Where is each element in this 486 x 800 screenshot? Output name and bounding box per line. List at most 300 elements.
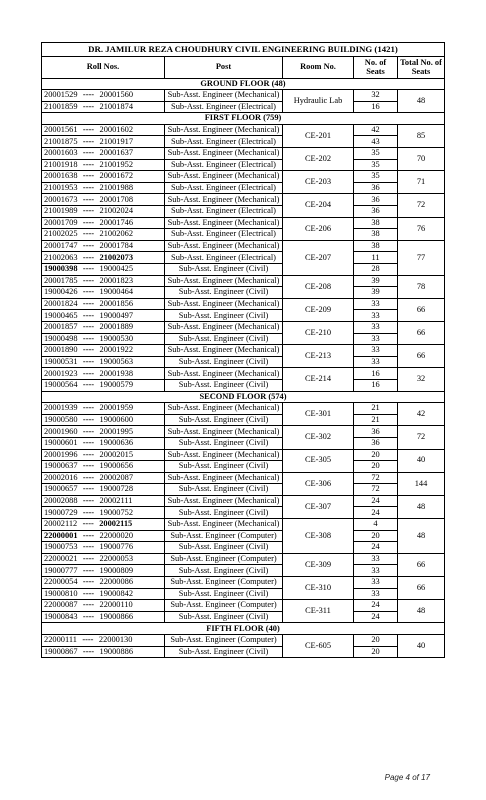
roll-from: 19000729 xyxy=(44,507,78,517)
post-cell: Sub-Asst. Engineer (Electrical) xyxy=(165,252,283,264)
post-cell: Sub-Asst. Engineer (Computer) xyxy=(165,600,283,612)
range-separator: ---- xyxy=(82,461,95,471)
roll-from: 20001939 xyxy=(44,403,78,413)
roll-from: 20002112 xyxy=(44,519,78,529)
range-separator: ---- xyxy=(82,206,95,216)
roll-to: 19000752 xyxy=(99,507,133,517)
roll-from: 20001603 xyxy=(44,148,78,158)
table-row xyxy=(42,321,445,333)
roll-to: 22000110 xyxy=(99,600,133,610)
roll-from: 21001875 xyxy=(44,136,78,146)
roll-to: 22000020 xyxy=(99,530,133,540)
room-cell: CE-307 xyxy=(283,495,354,518)
seats-cell: 38 xyxy=(354,240,398,252)
roll-from: 21002025 xyxy=(44,229,78,239)
seats-cell: 20 xyxy=(354,646,398,658)
total-seats-cell: 40 xyxy=(398,635,445,658)
range-separator: ---- xyxy=(82,159,95,169)
post-cell: Sub-Asst. Engineer (Civil) xyxy=(165,333,283,345)
range-separator: ---- xyxy=(82,183,95,193)
roll-range xyxy=(42,194,165,206)
range-separator: ---- xyxy=(82,229,95,239)
roll-range xyxy=(42,611,165,623)
roll-from: 20001673 xyxy=(44,194,78,204)
roll-to: 20001823 xyxy=(99,275,133,285)
roll-from: 20001996 xyxy=(44,449,78,459)
seats-cell: 32 xyxy=(354,90,398,102)
total-seats-cell: 144 xyxy=(398,472,445,495)
total-seats-cell: 48 xyxy=(398,600,445,623)
room-cell: CE-204 xyxy=(283,194,354,217)
room-cell: CE-202 xyxy=(283,148,354,171)
roll-to: 20001784 xyxy=(99,241,133,250)
range-separator: ---- xyxy=(82,554,95,564)
table-row xyxy=(42,542,445,554)
roll-range xyxy=(42,519,165,531)
roll-to: 20001856 xyxy=(99,298,133,308)
roll-range xyxy=(42,635,165,647)
range-separator: ---- xyxy=(82,298,95,308)
seats-cell: 33 xyxy=(354,333,398,345)
roll-to: 21001988 xyxy=(99,183,133,193)
roll-from: 19000465 xyxy=(44,310,78,320)
range-separator: ---- xyxy=(82,380,95,390)
floor-heading: FIRST FLOOR (759) xyxy=(42,113,445,125)
roll-to: 19000497 xyxy=(99,310,133,320)
roll-to: 20001708 xyxy=(99,194,133,204)
post-cell: Sub-Asst. Engineer (Civil) xyxy=(165,379,283,391)
room-cell: CE-203 xyxy=(283,171,354,194)
roll-range xyxy=(42,553,165,565)
roll-from: 19000426 xyxy=(44,287,78,297)
roll-from: 20001857 xyxy=(44,322,78,332)
roll-range xyxy=(42,414,165,426)
roll-to: 20001746 xyxy=(99,217,133,227)
table-row xyxy=(42,356,445,368)
seats-cell: 43 xyxy=(354,136,398,148)
table-row xyxy=(42,414,445,426)
table-row xyxy=(42,565,445,577)
post-cell: Sub-Asst. Engineer (Civil) xyxy=(165,611,283,623)
range-separator: ---- xyxy=(82,565,95,575)
total-seats-cell: 40 xyxy=(398,449,445,472)
seats-cell: 72 xyxy=(354,484,398,496)
table-row xyxy=(42,159,445,171)
seats-cell: 33 xyxy=(354,565,398,577)
roll-to: 20001602 xyxy=(99,125,133,135)
seats-cell: 35 xyxy=(354,148,398,160)
floor-row xyxy=(42,623,445,635)
range-separator: ---- xyxy=(82,403,95,413)
seats-cell: 21 xyxy=(354,414,398,426)
roll-range xyxy=(42,252,165,264)
table-row xyxy=(42,217,445,229)
roll-to: 20001889 xyxy=(99,322,133,332)
seats-cell: 16 xyxy=(354,379,398,391)
seats-cell: 24 xyxy=(354,542,398,554)
table-row xyxy=(42,206,445,218)
seats-cell: 36 xyxy=(354,437,398,449)
room-cell: CE-302 xyxy=(283,426,354,449)
post-cell: Sub-Asst. Engineer (Electrical) xyxy=(165,206,283,218)
roll-range xyxy=(42,90,165,102)
room-cell: CE-301 xyxy=(283,403,354,426)
roll-range xyxy=(42,124,165,136)
roll-to: 20001672 xyxy=(99,171,133,181)
table-row xyxy=(42,507,445,519)
table-row xyxy=(42,194,445,206)
seats-cell: 33 xyxy=(354,310,398,322)
seats-cell: 28 xyxy=(354,264,398,276)
roll-from: 22000001 xyxy=(44,530,78,540)
roll-range xyxy=(42,217,165,229)
room-cell: CE-213 xyxy=(283,345,354,368)
post-cell: Sub-Asst. Engineer (Civil) xyxy=(165,414,283,426)
roll-from: 19000777 xyxy=(44,565,78,575)
post-cell: Sub-Asst. Engineer (Civil) xyxy=(165,588,283,600)
roll-range xyxy=(42,426,165,438)
roll-range xyxy=(42,565,165,577)
roll-range xyxy=(42,287,165,299)
range-separator: ---- xyxy=(82,136,95,146)
range-separator: ---- xyxy=(82,148,95,158)
post-cell: Sub-Asst. Engineer (Mechanical) xyxy=(165,194,283,206)
post-cell: Sub-Asst. Engineer (Computer) xyxy=(165,577,283,589)
range-separator: ---- xyxy=(82,356,95,366)
total-seats-cell: 42 xyxy=(398,403,445,426)
roll-from: 22000087 xyxy=(44,600,78,610)
roll-to: 20002087 xyxy=(99,472,133,482)
room-cell: CE-214 xyxy=(283,368,354,391)
roll-range xyxy=(42,171,165,183)
table-row xyxy=(42,182,445,194)
roll-to: 22000130 xyxy=(98,635,133,645)
roll-to: 19000656 xyxy=(99,461,133,471)
table-row xyxy=(42,333,445,345)
range-separator: ---- xyxy=(82,496,95,506)
roll-from: 22000054 xyxy=(44,577,78,587)
roll-from: 20001709 xyxy=(44,217,78,227)
range-separator: ---- xyxy=(82,252,95,262)
post-cell: Sub-Asst. Engineer (Computer) xyxy=(165,553,283,565)
post-cell: Sub-Asst. Engineer (Mechanical) xyxy=(165,240,283,252)
room-cell: CE-605 xyxy=(283,635,354,658)
room-cell: CE-310 xyxy=(283,577,354,600)
range-separator: ---- xyxy=(82,646,95,656)
seats-cell: 38 xyxy=(354,229,398,241)
post-cell: Sub-Asst. Engineer (Civil) xyxy=(165,507,283,519)
roll-to: 19000866 xyxy=(99,612,133,621)
table-row xyxy=(42,368,445,380)
seat-plan-body xyxy=(42,78,445,658)
roll-to: 19000425 xyxy=(99,264,133,274)
roll-from: 20001529 xyxy=(44,90,78,100)
room-cell: CE-210 xyxy=(283,321,354,344)
total-seats-cell: 77 xyxy=(398,240,445,275)
range-separator: ---- xyxy=(82,241,95,250)
roll-range xyxy=(42,310,165,322)
roll-to: 20001959 xyxy=(99,403,133,413)
seats-header: No. of Seats xyxy=(354,56,398,78)
floor-row xyxy=(42,78,445,90)
range-separator: ---- xyxy=(82,194,95,204)
roll-to: 21001874 xyxy=(99,101,133,111)
post-cell: Sub-Asst. Engineer (Mechanical) xyxy=(165,321,283,333)
roll-range xyxy=(42,264,165,276)
table-row xyxy=(42,264,445,276)
room-cell: CE-309 xyxy=(283,553,354,576)
roll-from: 20001923 xyxy=(44,368,78,378)
roll-to: 20002115 xyxy=(99,519,133,529)
roll-to: 20001995 xyxy=(99,426,133,436)
table-row xyxy=(42,229,445,241)
range-separator: ---- xyxy=(82,322,95,332)
table-row xyxy=(42,345,445,357)
table-row xyxy=(42,101,445,113)
range-separator: ---- xyxy=(82,588,95,598)
total-seats-cell: 72 xyxy=(398,426,445,449)
post-cell: Sub-Asst. Engineer (Computer) xyxy=(165,635,283,647)
range-separator: ---- xyxy=(82,635,94,645)
post-cell: Sub-Asst. Engineer (Mechanical) xyxy=(165,90,283,102)
range-separator: ---- xyxy=(82,542,95,552)
roll-range xyxy=(42,368,165,380)
range-separator: ---- xyxy=(82,507,95,517)
roll-to: 21001952 xyxy=(99,159,133,169)
roll-to: 22000053 xyxy=(99,554,133,564)
seats-cell: 36 xyxy=(354,206,398,218)
range-separator: ---- xyxy=(82,438,95,448)
range-separator: ---- xyxy=(82,414,95,424)
post-cell: Sub-Asst. Engineer (Mechanical) xyxy=(165,148,283,160)
roll-from: 19000637 xyxy=(44,461,78,471)
roll-to: 19000636 xyxy=(99,438,133,448)
roll-to: 20002015 xyxy=(99,449,133,459)
roll-from: 19000498 xyxy=(44,333,78,343)
range-separator: ---- xyxy=(82,264,95,274)
roll-from: 19000657 xyxy=(44,484,78,494)
total-seats-cell: 66 xyxy=(398,321,445,344)
range-separator: ---- xyxy=(82,530,95,540)
seats-cell: 36 xyxy=(354,194,398,206)
roll-range xyxy=(42,136,165,148)
table-row xyxy=(42,240,445,252)
post-cell: Sub-Asst. Engineer (Civil) xyxy=(165,356,283,368)
room-cell: CE-201 xyxy=(283,124,354,147)
table-row xyxy=(42,287,445,299)
table-row xyxy=(42,461,445,473)
roll-range xyxy=(42,461,165,473)
table-row xyxy=(42,530,445,542)
roll-to: 21002024 xyxy=(99,206,133,216)
roll-range xyxy=(42,345,165,357)
table-row xyxy=(42,275,445,287)
roll-from: 21001989 xyxy=(44,206,78,216)
roll-range xyxy=(42,449,165,461)
roll-from: 20002088 xyxy=(44,496,78,506)
table-row xyxy=(42,611,445,623)
roll-from: 19000580 xyxy=(44,414,78,424)
table-row xyxy=(42,588,445,600)
seats-cell: 33 xyxy=(354,588,398,600)
seats-cell: 4 xyxy=(354,519,398,531)
floor-heading: SECOND FLOOR (574) xyxy=(42,391,445,403)
roll-to: 22000086 xyxy=(99,577,133,587)
table-row xyxy=(42,553,445,565)
roll-to: 19000530 xyxy=(99,333,133,343)
seats-cell: 35 xyxy=(354,171,398,183)
roll-range xyxy=(42,437,165,449)
roll-range xyxy=(42,472,165,484)
roll-range xyxy=(42,600,165,612)
roll-to: 21001917 xyxy=(99,136,133,146)
range-separator: ---- xyxy=(82,90,95,100)
range-separator: ---- xyxy=(82,612,95,621)
room-cell: CE-305 xyxy=(283,449,354,472)
seats-cell: 20 xyxy=(354,530,398,542)
floor-row xyxy=(42,391,445,403)
roll-from: 20002016 xyxy=(44,472,78,482)
total-seats-cell: 71 xyxy=(398,171,445,194)
roll-range xyxy=(42,275,165,287)
roll-from: 20001890 xyxy=(44,345,78,355)
floor-heading: GROUND FLOOR (48) xyxy=(42,78,445,90)
seats-cell: 20 xyxy=(354,635,398,647)
post-cell: Sub-Asst. Engineer (Mechanical) xyxy=(165,217,283,229)
range-separator: ---- xyxy=(82,577,95,587)
table-row xyxy=(42,449,445,461)
table-row xyxy=(42,577,445,589)
table-row xyxy=(42,171,445,183)
roll-range xyxy=(42,588,165,600)
range-separator: ---- xyxy=(82,345,95,355)
roll-from: 20001785 xyxy=(44,275,78,285)
total-seats-cell: 32 xyxy=(398,368,445,391)
room-no-header: Room No. xyxy=(283,56,354,78)
total-seats-cell: 48 xyxy=(398,495,445,518)
table-row xyxy=(42,252,445,264)
post-cell: Sub-Asst. Engineer (Civil) xyxy=(165,287,283,299)
roll-range xyxy=(42,577,165,589)
range-separator: ---- xyxy=(82,310,95,320)
post-cell: Sub-Asst. Engineer (Electrical) xyxy=(165,159,283,171)
roll-range xyxy=(42,495,165,507)
roll-nos-header: Roll Nos. xyxy=(42,56,165,78)
roll-range xyxy=(42,182,165,194)
post-cell: Sub-Asst. Engineer (Mechanical) xyxy=(165,426,283,438)
room-cell: CE-306 xyxy=(283,472,354,495)
table-row xyxy=(42,124,445,136)
range-separator: ---- xyxy=(82,519,94,529)
page-number: Page 4 of 17 xyxy=(384,773,430,782)
roll-from: 20001638 xyxy=(44,171,78,181)
total-seats-cell: 66 xyxy=(398,577,445,600)
post-cell: Sub-Asst. Engineer (Mechanical) xyxy=(165,275,283,287)
roll-range xyxy=(42,333,165,345)
post-cell: Sub-Asst. Engineer (Computer) xyxy=(165,530,283,542)
roll-from: 21001859 xyxy=(44,101,78,111)
room-cell: CE-311 xyxy=(283,600,354,623)
seats-cell: 20 xyxy=(354,449,398,461)
post-cell: Sub-Asst. Engineer (Electrical) xyxy=(165,101,283,113)
seats-cell: 35 xyxy=(354,159,398,171)
table-row xyxy=(42,600,445,612)
roll-from: 22000021 xyxy=(44,554,78,564)
range-separator: ---- xyxy=(82,217,95,227)
roll-range xyxy=(42,542,165,554)
table-row xyxy=(42,148,445,160)
total-seats-cell: 66 xyxy=(398,298,445,321)
seats-cell: 33 xyxy=(354,356,398,368)
roll-range xyxy=(42,206,165,218)
roll-range xyxy=(42,240,165,252)
roll-to: 20001938 xyxy=(99,368,133,378)
roll-from: 20001824 xyxy=(44,298,78,308)
total-seats-cell: 72 xyxy=(398,194,445,217)
range-separator: ---- xyxy=(82,600,95,610)
total-seats-cell: 48 xyxy=(398,519,445,554)
room-cell: CE-209 xyxy=(283,298,354,321)
total-seats-cell: 85 xyxy=(398,124,445,147)
seats-cell: 24 xyxy=(354,600,398,612)
roll-from: 21002063 xyxy=(44,252,78,262)
range-separator: ---- xyxy=(82,125,95,135)
table-row xyxy=(42,495,445,507)
roll-from: 19000753 xyxy=(44,542,78,552)
roll-range xyxy=(42,379,165,391)
range-separator: ---- xyxy=(82,333,95,343)
seats-cell: 21 xyxy=(354,403,398,415)
range-separator: ---- xyxy=(82,472,95,482)
roll-to: 19000579 xyxy=(99,380,133,390)
total-seats-cell: 66 xyxy=(398,345,445,368)
total-seats-header: Total No. of Seats xyxy=(398,56,445,78)
range-separator: ---- xyxy=(82,426,95,436)
table-row xyxy=(42,379,445,391)
roll-to: 19000563 xyxy=(99,356,133,366)
range-separator: ---- xyxy=(82,287,95,297)
table-row xyxy=(42,646,445,658)
post-cell: Sub-Asst. Engineer (Civil) xyxy=(165,264,283,276)
table-row xyxy=(42,484,445,496)
seats-cell: 36 xyxy=(354,426,398,438)
post-cell: Sub-Asst. Engineer (Electrical) xyxy=(165,229,283,241)
floor-heading: FIFTH FLOOR (40) xyxy=(42,623,445,635)
seats-cell: 24 xyxy=(354,507,398,519)
seats-cell: 33 xyxy=(354,321,398,333)
roll-to: 19000728 xyxy=(99,484,133,494)
roll-from: 20001561 xyxy=(44,125,78,135)
total-seats-cell: 48 xyxy=(398,90,445,113)
room-cell: CE-206 xyxy=(283,217,354,240)
roll-to: 20001922 xyxy=(99,345,133,355)
roll-from: 22000111 xyxy=(44,635,77,645)
post-cell: Sub-Asst. Engineer (Civil) xyxy=(165,461,283,473)
roll-range xyxy=(42,356,165,368)
roll-from: 19000531 xyxy=(44,356,78,366)
roll-range xyxy=(42,403,165,415)
roll-from: 20001960 xyxy=(44,426,78,436)
post-cell: Sub-Asst. Engineer (Mechanical) xyxy=(165,403,283,415)
seats-cell: 16 xyxy=(354,368,398,380)
roll-to: 21002062 xyxy=(99,229,133,239)
roll-to: 19000842 xyxy=(99,588,133,598)
roll-from: 21001953 xyxy=(44,183,78,193)
post-cell: Sub-Asst. Engineer (Mechanical) xyxy=(165,345,283,357)
seats-cell: 16 xyxy=(354,101,398,113)
building-title: DR. JAMILUR REZA CHOUDHURY CIVIL ENGINEERING BUILDING (1421) xyxy=(42,43,445,57)
roll-from: 19000564 xyxy=(44,380,78,390)
